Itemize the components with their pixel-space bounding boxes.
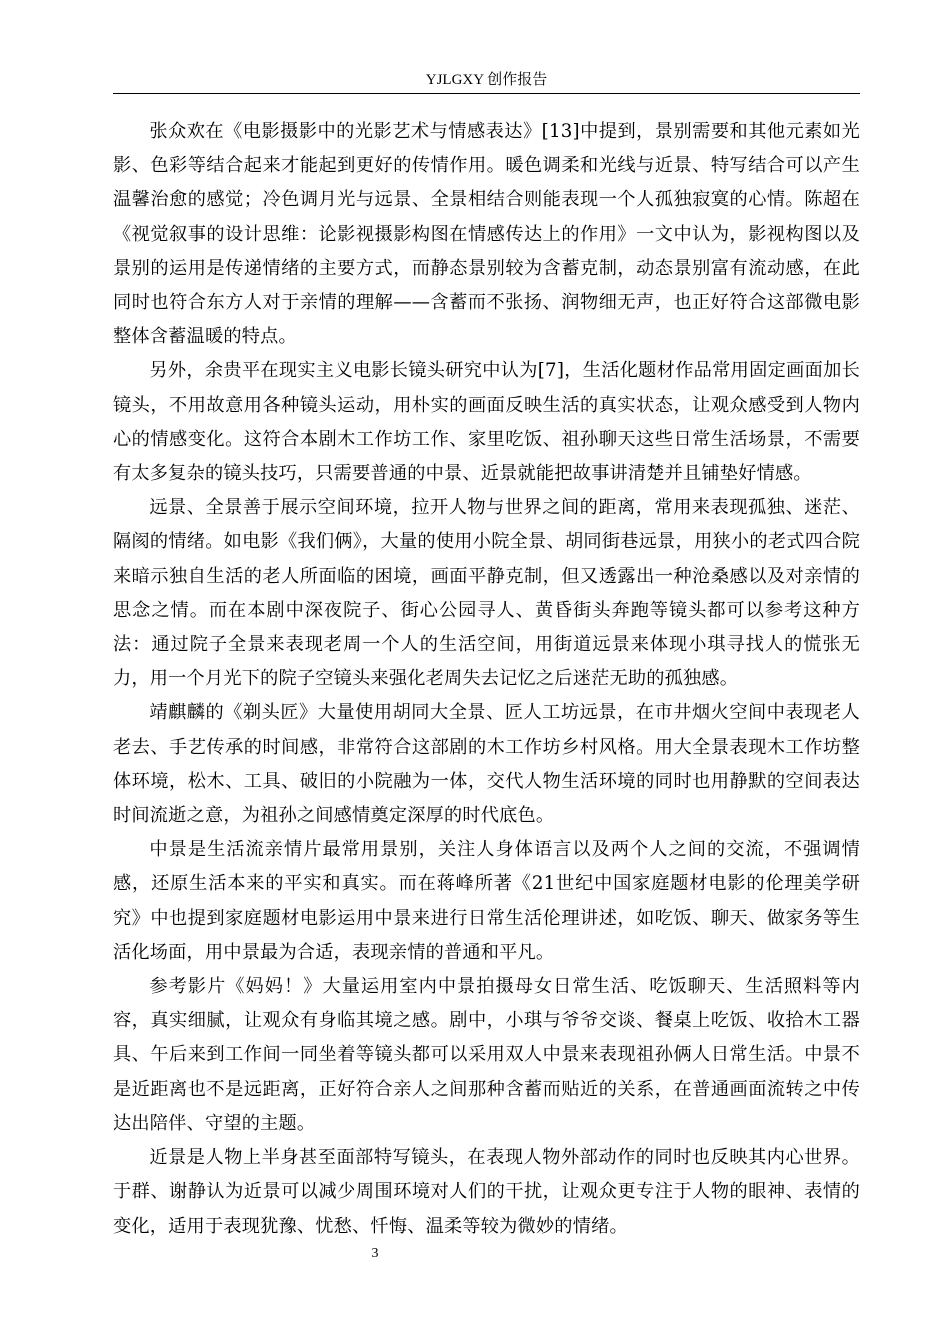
paragraph: 远景、全景善于展示空间环境，拉开人物与世界之间的距离，常用来表现孤独、迷茫、隔阂的情绪。如电影《我们俩》，大量的使用小院全景、胡同街巷远景，用狭小的老式四合院来暗示独自生活的老人所面临的困境，画面平静克制，但又透露出一种沧桑感以及对亲情的思念之情。而在本剧中深夜院子、街心公园寻人、黄昏街头奔跑等镜头都可以参考这种方法：通过院子全景来表现老周一个人的生活空间，用街道远景来体现小琪寻找人的慌张无力，用一个月光下的院子空镜头来强化老周失去记忆之后迷茫无助的孤独感。	[113, 497, 860, 690]
page-header-title: YJLGXY 创作报告	[425, 72, 548, 88]
document-body	[113, 115, 860, 1244]
page-number: 3	[371, 1246, 379, 1261]
paragraph: 张众欢在《电影摄影中的光影艺术与情感表达》[13]中提到，景别需要和其他元素如光影、色彩等结合起来才能起到更好的传情作用。暖色调柔和光线与近景、特写结合可以产生温馨治愈的感觉；冷色调月光与远景、全景相结合则能表现一个人孤独寂寞的心情。陈超在《视觉叙事的设计思维：论影视摄影构图在情感传达上的作用》一文中认为，影视构图以及景别的运用是传递情绪的主要方式，而静态景别较为含蓄克制，动态景别富有流动感，在此同时也符合东方人对于亲情的理解——含蓄而不张扬、润物细无声，也正好符合这部微电影整体含蓄温暖的特点。	[113, 121, 860, 348]
paragraph: 参考影片《妈妈！》大量运用室内中景拍摄母女日常生活、吃饭聊天、生活照料等内容，真实细腻，让观众有身临其境之感。剧中，小琪与爷爷交谈、餐桌上吃饭、收拾木工器具、午后来到工作间一同坐着等镜头都可以采用双人中景来表现祖孙俩人日常生活。中景不是近距离也不是远距离，正好符合亲人之间那种含蓄而贴近的关系，在普通画面流转之中传达出陪伴、守望的主题。	[113, 976, 860, 1134]
paragraph: 靖麒麟的《剃头匠》大量使用胡同大全景、匠人工坊远景，在市井烟火空间中表现老人老去、手艺传承的时间感，非常符合这部剧的木工作坊乡村风格。用大全景表现木工作坊整体环境，松木、工具、破旧的小院融为一体，交代人物生活环境的同时也用静默的空间表达时间流逝之意，为祖孙之间感情奠定深厚的时代底色。	[113, 702, 860, 827]
paragraph: 另外，余贵平在现实主义电影长镜头研究中认为[7]，生活化题材作品常用固定画面加长镜头，不用故意用各种镜头运动，用朴实的画面反映生活的真实状态，让观众感受到人物内心的情感变化。这符合本剧木工作坊工作、家里吃饭、祖孙聊天这些日常生活场景，不需要有太多复杂的镜头技巧，只需要普通的中景、近景就能把故事讲清楚并且铺垫好情感。	[113, 360, 860, 485]
header-rule	[113, 93, 860, 94]
paragraph: 中景是生活流亲情片最常用景别，关注人身体语言以及两个人之间的交流，不强调情感，还原生活本来的平实和真实。而在蒋峰所著《21世纪中国家庭题材电影的伦理美学研究》中也提到家庭题材电影运用中景来进行日常生活伦理讲述，如吃饭、聊天、做家务等生活化场面，用中景最为合适，表现亲情的普通和平凡。	[113, 839, 860, 963]
paragraph: 近景是人物上半身甚至面部特写镜头，在表现人物外部动作的同时也反映其内心世界。于群、谢静认为近景可以减少周围环境对人们的干扰，让观众更专注于人物的眼神、表情的变化，适用于表现犹豫、忧愁、忏悔、温柔等较为微妙的情绪。	[113, 1147, 860, 1237]
